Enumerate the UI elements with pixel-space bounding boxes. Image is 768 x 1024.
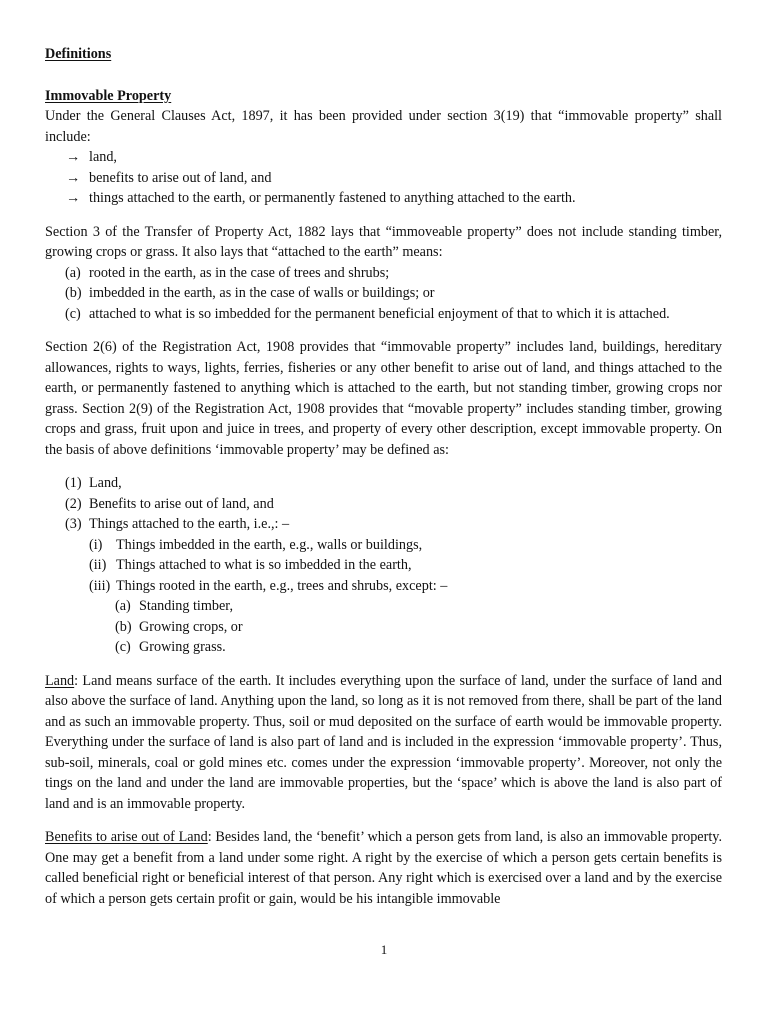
list-item: (i) Things imbedded in the earth, e.g., walls or buildings,: [89, 536, 423, 553]
land-term: Land: [45, 672, 75, 689]
list-item: (1) Land,: [65, 475, 122, 491]
list-item: (iii) Things rooted in the earth, e.g., trees and shrubs, except: –: [89, 577, 448, 594]
definition-list: [45, 473, 722, 658]
arrow-icon: →: [66, 149, 81, 165]
subsection-heading: Immovable Property: [45, 87, 172, 104]
list-item: → benefits to arise out of land, and: [45, 168, 722, 189]
arrow-list: [45, 147, 722, 209]
list-item: (b) Growing crops, or: [115, 618, 243, 635]
section3-paragraph: Section 3 of the Transfer of Property Act, 1882 lays that “immoveable property” does not include standing timber, growing crops or grass. It also lays that “attached to the earth” means:: [45, 223, 722, 260]
list-item: (a) rooted in the earth, as in the case of trees and shrubs;: [65, 264, 390, 281]
list-item: (b) imbedded in the earth, as in the case of walls or buildings; or: [65, 285, 435, 301]
benefits-term: Benefits to arise out of Land: [45, 829, 208, 845]
list-item: (c) Growing grass.: [115, 639, 226, 655]
intro-paragraph: Under the General Clauses Act, 1897, it has been provided under section 3(19) that “immovable property” shall include:: [45, 108, 722, 145]
list-item: (c) attached to what is so imbedded for the permanent beneficial enjoyment of that to which it is attached.: [65, 305, 670, 322]
section-heading: Definitions: [45, 46, 112, 62]
arrow-icon: →: [66, 190, 81, 206]
list-item: → things attached to the earth, or permanently fastened to anything attached to the earth.: [45, 188, 722, 209]
list-item: (3) Things attached to the earth, i.e.,: –: [65, 516, 290, 532]
list-item: → land,: [45, 147, 722, 168]
registration-paragraph: Section 2(6) of the Registration Act, 1908 provides that “immovable property” includes land, buildings, hereditary allowances, rights to ways, lights, ferries, fisheries or any other benefit to arise out of land, and things attached to the earth, or permanently fastened to anything which is attached to the earth, but not standing timber, growing crops nor grass. Section 2(9) of the Registration Act, 1908 provides that “movable property” includes standing timber, growing crops and grass, fruit upon and juice in trees, and property of every other description, except immovable property. On the basis of above definitions ‘immovable property’ may be defined as:: [45, 339, 722, 458]
list-item: (2) Benefits to arise out of land, and: [65, 495, 274, 512]
arrow-icon: →: [66, 169, 81, 186]
document-body: [45, 44, 722, 909]
list-item: (ii) Things attached to what is so imbedded in the earth,: [89, 557, 412, 573]
land-paragraph: Land: Land means surface of the earth. It includes everything upon the surface of land, under the surface of land and also above the surface of land. Anything upon the land, so long as it is not removed from there, shall be part of the land and as such an immovable property. Thus, soil or mud deposited on the surface of earth would be immovable property. Everything under the surface of land is also part of land and is included in the expression ‘immovable property’. Thus, sub-soil, minerals, coal or gold mines etc. comes under the expression ‘immovable property’. Moreover, not only the tings on the land and under the land are immovable properties, but the ‘space’ which is above the land is also part of land and is an immovable property.: [45, 672, 722, 812]
page-number: 1: [380, 942, 388, 957]
list-item: (a) Standing timber,: [115, 598, 234, 614]
benefits-paragraph: Benefits to arise out of Land: Besides land, the ‘benefit’ which a person gets from land, is also an immovable property. One may get a benefit from a land under some right. A right by the exercise of which a person gets certain benefits is called beneficial right or beneficial interest of that person. Any right which is exercised over a land and by the exercise of which a person gets certain profit or gain, would be his intangible immovable: [45, 829, 722, 907]
section3-list: [45, 263, 722, 325]
